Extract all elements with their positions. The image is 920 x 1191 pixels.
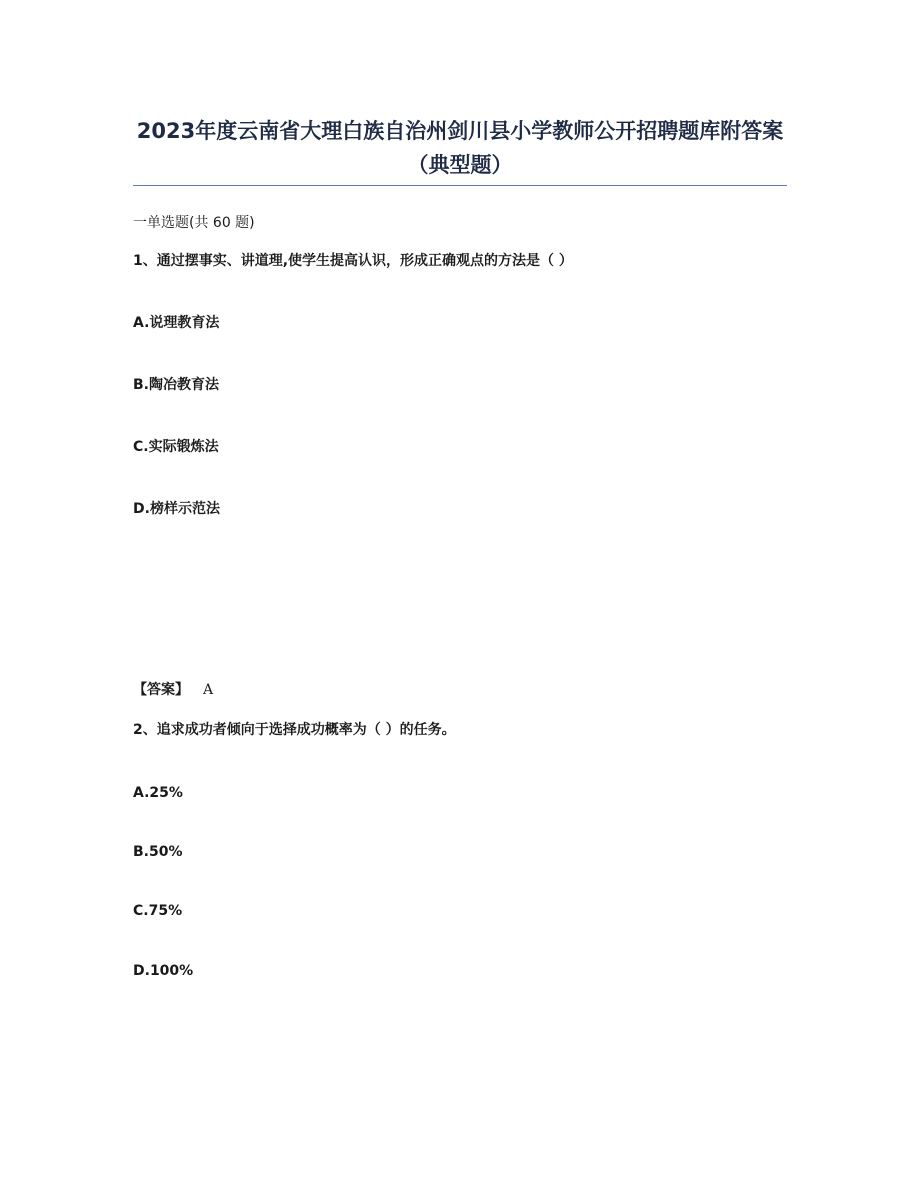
question-2-text: 2、追求成功者倾向于选择成功概率为（ ）的任务。 <box>133 722 456 738</box>
question-1-answer <box>133 680 213 700</box>
question-1-option-d: D.榜样示范法 <box>133 501 220 517</box>
question-2-option-d: D.100% <box>133 963 194 979</box>
page-title: 2023年度云南省大理白族自治州剑川县小学教师公开招聘题库附答案（典型题） <box>136 119 784 177</box>
question-2-option-b: B.50% <box>133 844 183 860</box>
question-2-option-c: C.75% <box>133 903 183 919</box>
answer-value: A <box>203 682 214 698</box>
question-2-option-a: A.25% <box>133 785 183 801</box>
question-1-text: 1、通过摆事实、讲道理,使学生提高认识，形成正确观点的方法是（ ） <box>133 253 573 269</box>
question-1-option-a: A.说理教育法 <box>133 315 220 331</box>
section-heading: 一单选题(共 60 题) <box>133 215 255 231</box>
question-1-option-c: C.实际锻炼法 <box>133 439 219 455</box>
title-divider <box>133 185 787 186</box>
question-1-option-b: B.陶冶教育法 <box>133 377 219 393</box>
answer-label: 【答案】 <box>133 682 189 698</box>
